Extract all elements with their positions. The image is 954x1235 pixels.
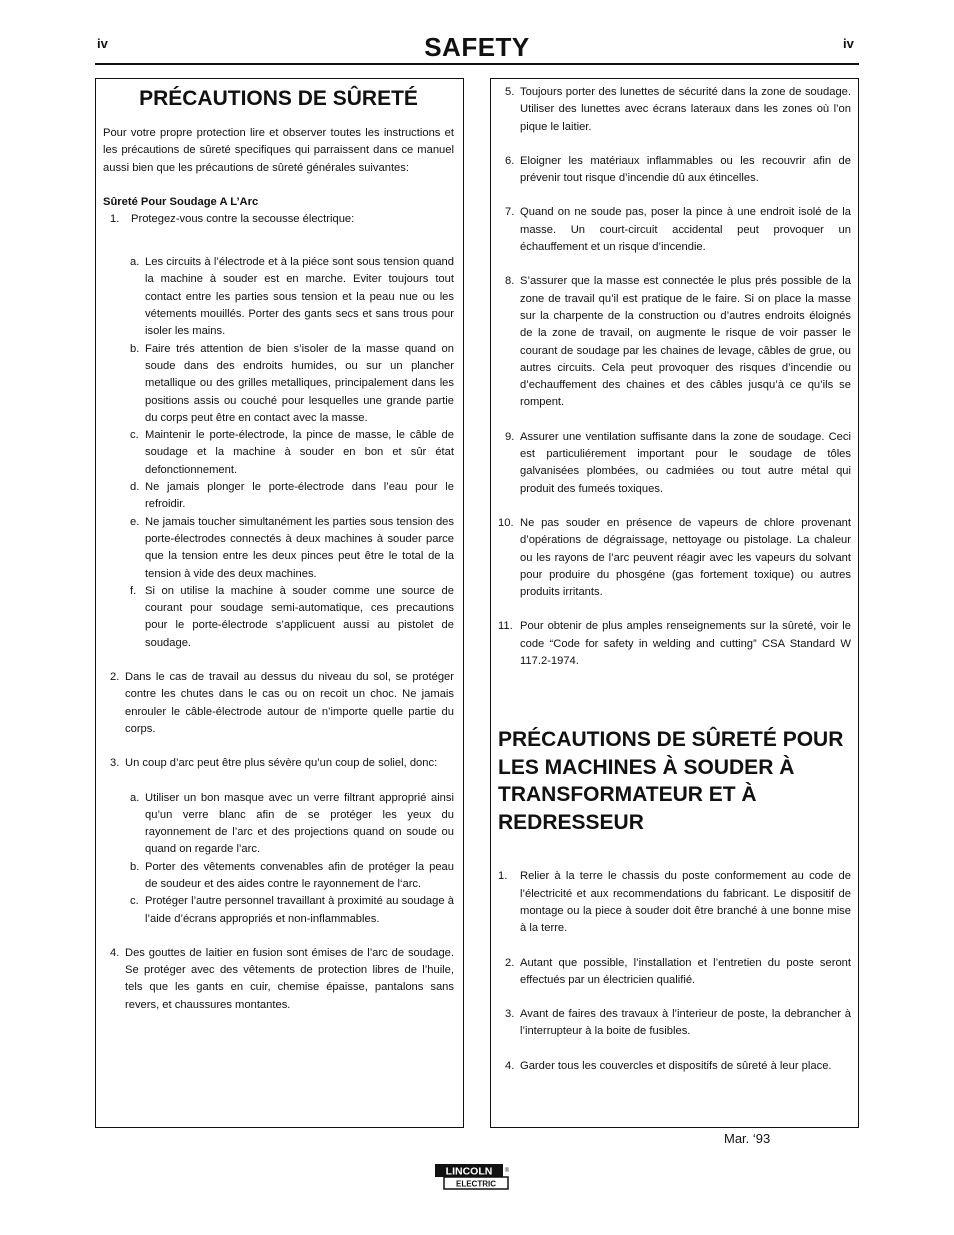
intro-paragraph: Pour votre propre protection lire et observer toutes les instructions et les précautions de sûreté specifiques qui parraissent dans ce manuel aussi bien que les précautions de sûreté générales suivantes: bbox=[103, 127, 454, 174]
list-item: c. Maintenir le porte-électrode, la pince de masse, le câble de soudage et la machine à souder en bon et sûr état defonctionnement. bbox=[130, 429, 454, 476]
section-heading: PRÉCAUTIONS DE SÛRETÉ bbox=[139, 87, 418, 110]
list-item: 2. Dans le cas de travail au dessus du niveau du sol, se protéger contre les chutes dans le cas ou on recoit un choc. Ne jamais enrouler le câble-électrode autour de n’importe quelle partie du corps. bbox=[110, 671, 454, 735]
lincoln-electric-logo bbox=[434, 1163, 510, 1191]
list-item: e. Ne jamais toucher simultanément les parties sous tension des porte-électrodes connectés à deux machines à souder parce que la tension entre les deux pinces peut être le total de la tension à vide des deux machines. bbox=[130, 515, 454, 580]
list-item: 5. Toujours porter des lunettes de sécurité dans la zone de soudage. Utiliser des lunettes avec écrans lateraux dans les zones où l’on pique le laitier. bbox=[505, 86, 851, 133]
left-column-box bbox=[95, 78, 464, 1128]
list-item: 7. Quand on ne soude pas, poser la pince à une endroit isolé de la masse. Un court-circuit accidental peut provoquer un échauffement et un risque d’incendie. bbox=[505, 206, 851, 254]
list-item: 8. S’assurer que la masse est connectée le plus prés possible de la zone de travail qu’il est pratique de le faire. Si on place la masse sur la charpente de la construction ou d’autres endroits éloignés de la zone de travail, on augmente le risque de voir passer le courant de soudage par les chaines de levage, câbles de grue, ou autres circuits. Cela peut provoquer des risques d’incendie ou d’echauffement des chaines et des câbles jusqu’à ce qu’ils se rompent. bbox=[505, 275, 851, 409]
page-number-right: iv bbox=[843, 36, 854, 51]
list-item: f. Si on utilise la machine à souder comme une source de courant pour soudage semi-automatique, ces precautions pour le porte-électrode s’applicuent aussi au pistolet de soudage. bbox=[130, 584, 454, 649]
list-item: 2. Autant que possible, l’installation et l’entretien du poste seront effectués par un électricien qualifié. bbox=[505, 956, 851, 986]
list-item: 6. Eloigner les matériaux inflammables ou les recouvrir afin de prévenir tout risque d’incendie dû aux étincelles. bbox=[505, 154, 851, 185]
svg-text:ELECTRIC: ELECTRIC bbox=[456, 1179, 496, 1189]
section-heading-transformer: PRÉCAUTIONS DE SÛRETÉ POUR LES MACHINES À SOUDER À TRANSFORMATEUR ET À REDRESSEUR bbox=[498, 728, 844, 834]
list-item: 1. Protegez-vous contre la secousse électrique: bbox=[110, 212, 355, 225]
list-item: b. Porter des vêtements convenables afin de protéger la peau de soudeur et des aides contre le rayonnement de l‘arc. bbox=[130, 860, 454, 890]
subheading: Sûreté Pour Soudage A L’Arc bbox=[103, 195, 259, 208]
list-item: 4. Des gouttes de laitier en fusion sont émises de l’arc de soudage. Se protéger avec des vêtements de protection libres de l’huile, tels que les gants en cuir, chemise épaisse, pantalons sans revers, et chaussures montantes. bbox=[110, 946, 454, 1011]
list-item: 3. Un coup d’arc peut être plus sévère qu’un coup de soliel, donc: bbox=[110, 757, 438, 770]
list-item: 9. Assurer une ventilation suffisante dans la zone de soudage. Ceci est particuliérement important pour le soudage de tôles galvanisées plombées, ou cadmiées ou tout autre métal qui produit des fumeés toxiques. bbox=[505, 430, 851, 495]
list-item: a. Utiliser un bon masque avec un verre filtrant approprié ainsi qu’un verre blanc afin de se protéger les yeux du rayonnement de l’arc et des projections quand on soude ou quand on regarde l’arc. bbox=[130, 791, 454, 856]
list-item: 3. Avant de faires des travaux à l’interieur de poste, la debrancher à l’interrupteur à la boite de fusibles. bbox=[505, 1008, 851, 1038]
page-number-left: iv bbox=[97, 36, 108, 51]
list-item: b. Faire trés attention de bien s’isoler de la masse quand on soude dans des endroits humides, ou sur un plancher metallique ou des grilles metalliques, principalement dans les positions assis ou couché pour lesquelles une grande partie du corps peut être en contact avec la masse. bbox=[130, 342, 454, 424]
header-rule bbox=[95, 63, 859, 65]
svg-text:LINCOLN: LINCOLN bbox=[445, 1165, 493, 1178]
page-title: SAFETY bbox=[424, 32, 530, 62]
list-item: d. Ne jamais plonger le porte-électrode dans l’eau pour le refroidir. bbox=[130, 481, 454, 511]
list-item: 10. Ne pas souder en présence de vapeurs de chlore provenant d’opérations de dégraissage, nettoyage ou pistolage. La chaleur ou les rayons de l’arc peuvent réagir avec les vapeurs du solvant pour produire du phosgéne (gas fortement toxique) ou autres produits irritants. bbox=[498, 516, 851, 599]
svg-text:®: ® bbox=[504, 1168, 510, 1174]
list-item: c. Protéger l’autre personnel travaillant à proximité au soudage à l’aide d’écrans appropriés et non-inflammables. bbox=[130, 895, 454, 925]
revision-date: Mar. ‘93 bbox=[724, 1131, 771, 1146]
list-item: 1. Relier à la terre le chassis du poste conformement au code de l’électricité et aux recommendations du fabricant. Le dispositif de montage ou la piece à souder doit être branché à une bonne mise à la terre. bbox=[498, 870, 851, 935]
list-item: 11. Pour obtenir de plus amples renseignements sur la sûreté, voir le code “Code for safety in welding and cutting” CSA Standard W 117.2-1974. bbox=[498, 620, 851, 668]
list-item: 4. Garder tous les couvercles et dispositifs de sûreté à leur place. bbox=[505, 1059, 832, 1072]
list-item: a. Les circuits à l’électrode et à la piéce sont sous tension quand la machine à souder est en marche. Eviter toujours tout contact entre les parties sous tension et la peau nue ou les vétements mouillés. Porter des gants secs et sans trous pour isoler les mains. bbox=[130, 256, 454, 338]
right-column-box bbox=[490, 78, 859, 1128]
